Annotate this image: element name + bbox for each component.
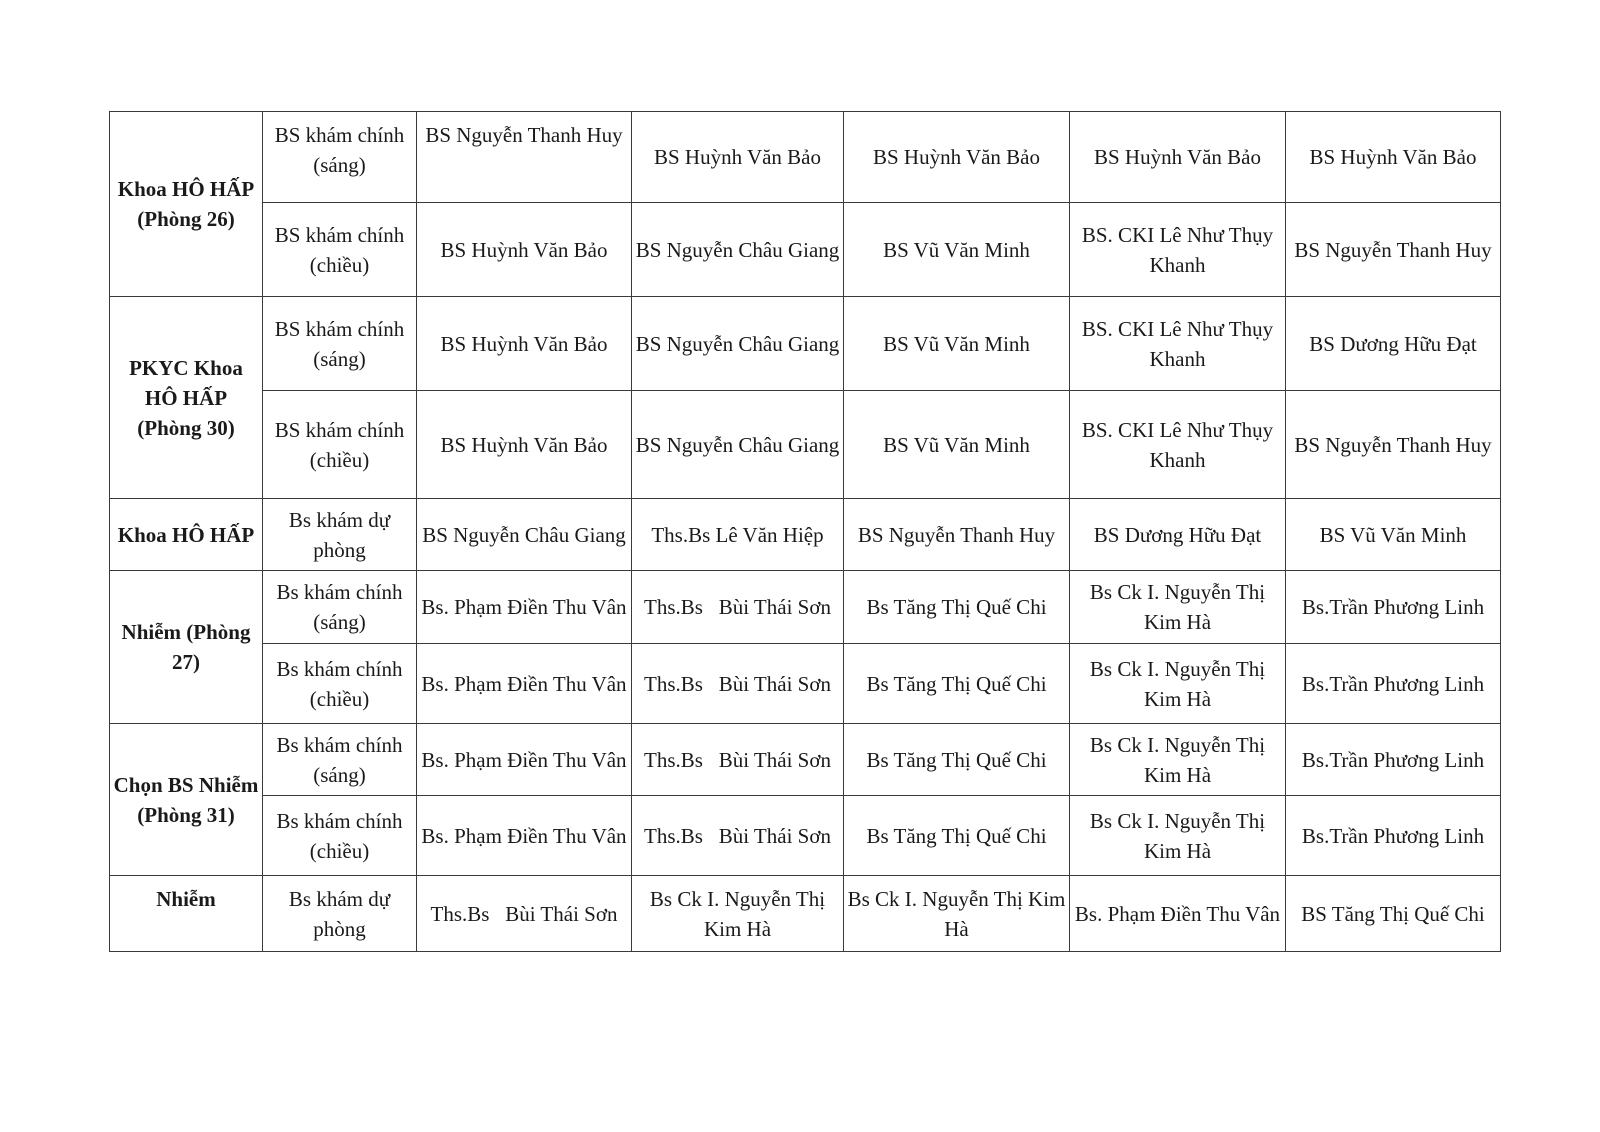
shift-type-cell: Bs khám dự phòng	[263, 499, 417, 571]
doctor-cell: BS Nguyễn Thanh Huy	[1286, 391, 1501, 499]
department-cell: Chọn BS Nhiễm (Phòng 31)	[110, 724, 263, 876]
doctor-cell: Bs Ck I. Nguyễn Thị Kim Hà	[1070, 571, 1286, 644]
doctor-cell: Bs. Phạm Điền Thu Vân	[417, 644, 632, 724]
table-row	[110, 112, 1501, 203]
doctor-cell: BS Tăng Thị Quế Chi	[1286, 876, 1501, 952]
doctor-cell: BS. CKI Lê Như Thụy Khanh	[1070, 391, 1286, 499]
shift-type-cell: BS khám chính (sáng)	[263, 112, 417, 203]
table-row	[110, 644, 1501, 724]
doctor-cell: BS Nguyễn Châu Giang	[632, 203, 844, 297]
doctor-cell: Ths.Bs Bùi Thái Sơn	[632, 724, 844, 796]
doctor-cell: Bs Ck I. Nguyễn Thị Kim Hà	[1070, 644, 1286, 724]
doctor-cell: BS Nguyễn Thanh Huy	[1286, 203, 1501, 297]
table-row	[110, 724, 1501, 796]
shift-type-cell: Bs khám chính (sáng)	[263, 724, 417, 796]
shift-type-cell: BS khám chính (sáng)	[263, 297, 417, 391]
doctor-cell: BS Nguyễn Châu Giang	[632, 391, 844, 499]
doctor-cell: BS Huỳnh Văn Bảo	[417, 203, 632, 297]
doctor-cell: Bs.Trần Phương Linh	[1286, 644, 1501, 724]
doctor-cell: BS Vũ Văn Minh	[1286, 499, 1501, 571]
doctor-cell: Bs. Phạm Điền Thu Vân	[417, 724, 632, 796]
doctor-cell: BS Dương Hữu Đạt	[1286, 297, 1501, 391]
table-row	[110, 571, 1501, 644]
shift-type-cell: BS khám chính (chiều)	[263, 203, 417, 297]
doctor-cell: Bs.Trần Phương Linh	[1286, 571, 1501, 644]
doctor-cell: Ths.Bs Lê Văn Hiệp	[632, 499, 844, 571]
doctor-cell: BS Nguyễn Châu Giang	[632, 297, 844, 391]
shift-type-cell: BS khám chính (chiều)	[263, 391, 417, 499]
department-cell: Nhiễm (Phòng 27)	[110, 571, 263, 724]
doctor-cell: Bs Ck I. Nguyễn Thị Kim Hà	[1070, 796, 1286, 876]
shift-type-cell: Bs khám chính (sáng)	[263, 571, 417, 644]
doctor-cell: BS Vũ Văn Minh	[844, 297, 1070, 391]
doctor-cell: Bs Ck I. Nguyễn Thị Kim Hà	[632, 876, 844, 952]
doctor-cell: BS Huỳnh Văn Bảo	[417, 297, 632, 391]
department-cell: PKYC Khoa HÔ HẤP (Phòng 30)	[110, 297, 263, 499]
doctor-cell: BS Nguyễn Thanh Huy	[844, 499, 1070, 571]
doctor-cell: Bs Ck I. Nguyễn Thị Kim Hà	[1070, 724, 1286, 796]
doctor-cell: Bs. Phạm Điền Thu Vân	[1070, 876, 1286, 952]
doctor-cell: BS Vũ Văn Minh	[844, 391, 1070, 499]
doctor-cell: Bs Tăng Thị Quế Chi	[844, 796, 1070, 876]
doctor-cell: Ths.Bs Bùi Thái Sơn	[417, 876, 632, 952]
doctor-cell: Bs Ck I. Nguyễn Thị Kim Hà	[844, 876, 1070, 952]
doctor-cell: BS Huỳnh Văn Bảo	[417, 391, 632, 499]
doctor-cell: Bs.Trần Phương Linh	[1286, 796, 1501, 876]
doctor-cell: Ths.Bs Bùi Thái Sơn	[632, 644, 844, 724]
table-row	[110, 499, 1501, 571]
doctor-cell: Bs. Phạm Điền Thu Vân	[417, 796, 632, 876]
table-row	[110, 391, 1501, 499]
department-cell: Khoa HÔ HẤP (Phòng 26)	[110, 112, 263, 297]
doctor-cell: BS Huỳnh Văn Bảo	[1070, 112, 1286, 203]
doctor-cell: BS Nguyễn Châu Giang	[417, 499, 632, 571]
table-row	[110, 203, 1501, 297]
department-cell: Khoa HÔ HẤP	[110, 499, 263, 571]
doctor-cell: BS Huỳnh Văn Bảo	[632, 112, 844, 203]
table-row	[110, 297, 1501, 391]
doctor-cell: BS. CKI Lê Như Thụy Khanh	[1070, 297, 1286, 391]
doctor-cell: BS Dương Hữu Đạt	[1070, 499, 1286, 571]
doctor-cell: Bs Tăng Thị Quế Chi	[844, 644, 1070, 724]
doctor-cell: BS Huỳnh Văn Bảo	[844, 112, 1070, 203]
table-row	[110, 876, 1501, 952]
shift-type-cell: Bs khám chính (chiều)	[263, 796, 417, 876]
doctor-cell: Bs Tăng Thị Quế Chi	[844, 571, 1070, 644]
doctor-cell: BS Huỳnh Văn Bảo	[1286, 112, 1501, 203]
table-row	[110, 796, 1501, 876]
doctor-cell: BS. CKI Lê Như Thụy Khanh	[1070, 203, 1286, 297]
shift-type-cell: Bs khám chính (chiều)	[263, 644, 417, 724]
doctor-cell: Bs Tăng Thị Quế Chi	[844, 724, 1070, 796]
duty-schedule-table	[109, 111, 1501, 952]
department-cell: Nhiễm	[110, 876, 263, 952]
doctor-cell: BS Vũ Văn Minh	[844, 203, 1070, 297]
doctor-cell: Ths.Bs Bùi Thái Sơn	[632, 571, 844, 644]
doctor-cell: Bs. Phạm Điền Thu Vân	[417, 571, 632, 644]
doctor-cell: Ths.Bs Bùi Thái Sơn	[632, 796, 844, 876]
doctor-cell: Bs.Trần Phương Linh	[1286, 724, 1501, 796]
shift-type-cell: Bs khám dự phòng	[263, 876, 417, 952]
doctor-cell: BS Nguyễn Thanh Huy	[417, 112, 632, 203]
